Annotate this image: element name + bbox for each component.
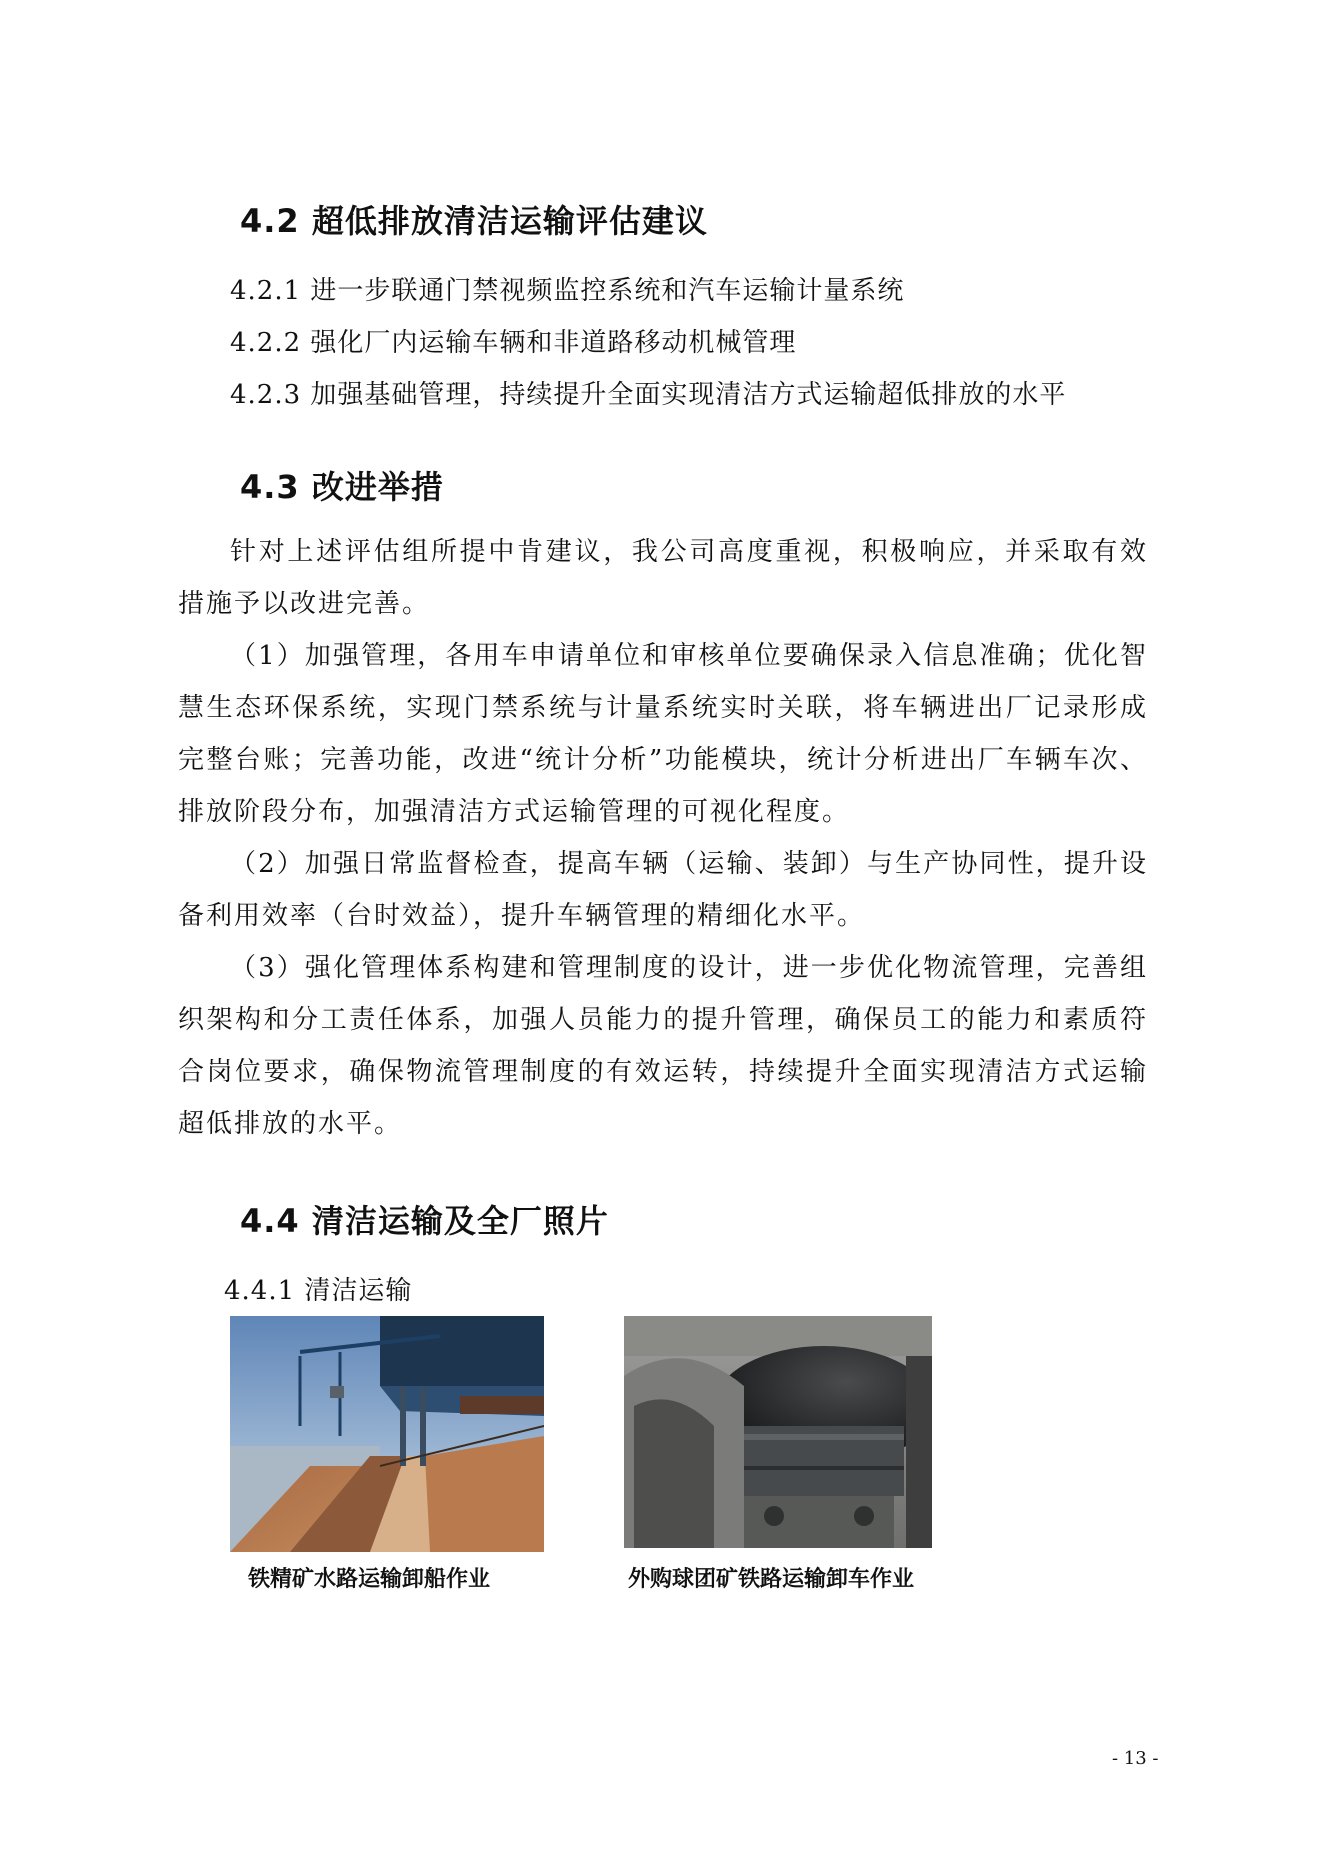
subsection-4-4-1: 4.4.1 清洁运输 <box>224 1276 413 1306</box>
paragraph-measure-2: （2）加强日常监督检查，提高车辆（运输、装卸）与生产协同性，提升设备利用效率（台时效益），提升车辆管理的精细化水平。 <box>178 849 1148 931</box>
section-4-3-heading: 4.3 改进举措 <box>240 468 444 506</box>
page-number: - 13 - <box>1112 1748 1159 1769</box>
item-4-2-2: 4.2.2 强化厂内运输车辆和非道路移动机械管理 <box>230 328 797 358</box>
paragraph-measure-1: （1）加强管理，各用车申请单位和审核单位要确保录入信息准确；优化智慧生态环保系统，实现门禁系统与计量系统实时关联，将车辆进出厂记录形成完整台账；完善功能，改进“统计分析”功能模块，统计分析进出厂车辆车次、排放阶段分布，加强清洁方式运输管理的可视化程度。 <box>178 641 1148 827</box>
section-4-4-heading: 4.4 清洁运输及全厂照片 <box>240 1202 609 1240</box>
paragraph-measure-3: （3）强化管理体系构建和管理制度的设计，进一步优化物流管理，完善组织架构和分工责任体系，加强人员能力的提升管理，确保员工的能力和素质符合岗位要求，确保物流管理制度的有效运转，持续提升全面实现清洁方式运输超低排放的水平。 <box>178 953 1148 1139</box>
ship-unloading-caption: 铁精矿水路运输卸船作业 <box>248 1567 491 1592</box>
paragraph-intro: 针对上述评估组所提中肯建议，我公司高度重视，积极响应，并采取有效措施予以改进完善。 <box>178 537 1148 619</box>
item-4-2-3: 4.2.3 加强基础管理，持续提升全面实现清洁方式运输超低排放的水平 <box>230 380 1067 410</box>
rail-unloading-caption: 外购球团矿铁路运输卸车作业 <box>628 1567 915 1592</box>
rail-unloading-photo <box>624 1316 932 1548</box>
item-4-2-1: 4.2.1 进一步联通门禁视频监控系统和汽车运输计量系统 <box>230 276 905 306</box>
section-4-2-heading: 4.2 超低排放清洁运输评估建议 <box>240 202 708 240</box>
ship-unloading-photo <box>230 1316 544 1552</box>
